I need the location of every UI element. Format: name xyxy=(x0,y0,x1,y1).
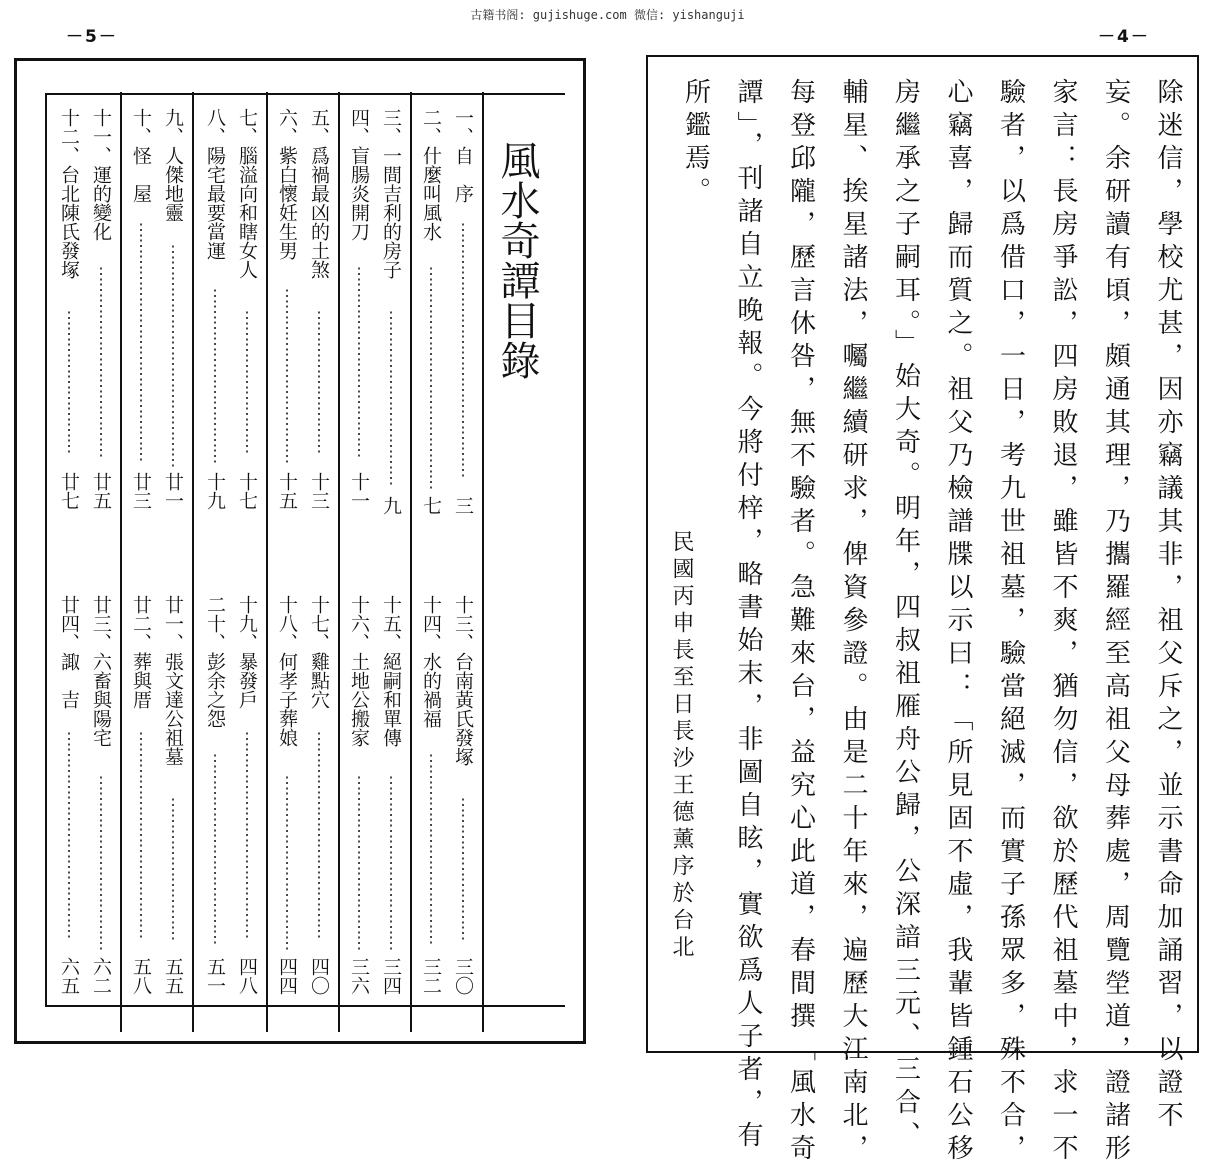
toc-leader-dots: ⋮ ⋮ ⋮ ⋮ ⋮ ⋮ ⋮ ⋮ ⋮ ⋮ ⋮ ⋮ ⋮ ⋮ xyxy=(423,266,439,491)
toc-entry-page: 廿七 xyxy=(58,472,80,510)
toc-entry-page: 十一 xyxy=(348,472,370,510)
toc-entry-label: 八、陽宅最要當運 xyxy=(204,108,226,260)
toc-entry xyxy=(346,108,372,520)
toc-entry-page: 十三 xyxy=(308,472,330,510)
toc-entry xyxy=(128,595,154,1005)
toc-entry-label: 廿二、葬與厝 xyxy=(130,595,152,709)
toc-leader-dots: ⋮ ⋮ ⋮ ⋮ ⋮ ⋮ ⋮ ⋮ ⋮ ⋮ ⋮ xyxy=(279,288,295,465)
toc-entry-label: 十七、雞點穴 xyxy=(308,595,330,709)
toc-leader-dots: ⋮ ⋮ ⋮ ⋮ ⋮ ⋮ ⋮ ⋮ ⋮ xyxy=(239,310,255,455)
toc-entry xyxy=(274,108,300,520)
toc-entry xyxy=(56,595,82,1005)
toc-entry-label: 二十、彭余之怨 xyxy=(204,595,226,728)
toc-entry-page: 九 xyxy=(380,496,402,515)
toc-entry-label: 七、腦溢向和瞎女人 xyxy=(236,108,258,279)
toc-entry-page: 三二 xyxy=(420,957,442,995)
preface-line: 輔星、挨星諸法，囑繼續研求，俾資參證。由是二十年來，遍歷大江南北， xyxy=(838,78,868,1167)
watermark: 古籍书阁: gujishuge.com 微信: yishanguji xyxy=(470,8,745,22)
toc-entry-label: 十三、台南黃氏發塚 xyxy=(452,595,474,766)
toc-leader-dots: ⋮ ⋮ ⋮ ⋮ ⋮ ⋮ ⋮ ⋮ ⋮ xyxy=(61,310,77,455)
toc-entry xyxy=(418,595,444,1005)
toc-entry-page: 四四 xyxy=(276,957,298,995)
toc-entry-label: 十、怪 屋 xyxy=(130,108,152,203)
toc-leader-dots: ⋮ ⋮ ⋮ ⋮ ⋮ ⋮ ⋮ ⋮ ⋮ ⋮ ⋮ xyxy=(383,775,399,952)
toc-entry-page: 六五 xyxy=(58,957,80,995)
toc-entry xyxy=(160,595,186,1005)
toc-entry-page: 四八 xyxy=(236,957,258,995)
toc-leader-dots: ⋮ ⋮ ⋮ ⋮ ⋮ ⋮ ⋮ ⋮ ⋮ ⋮ ⋮ ⋮ ⋮ xyxy=(239,731,255,940)
toc-leader-dots: ⋮ ⋮ ⋮ ⋮ ⋮ ⋮ ⋮ ⋮ ⋮ ⋮ ⋮ ⋮ ⋮ ⋮ ⋮ ⋮ xyxy=(455,222,471,479)
preface-line: 心竊喜，歸而質之。祖父乃檢譜牒以示曰：「所見固不虛，我輩皆鍾石公移 xyxy=(943,78,973,1167)
toc-entry-page: 十九 xyxy=(204,472,226,510)
preface-line: 房繼承之子嗣耳。」始大奇。明年，四叔祖雁舟公歸，公深諳三元、三合、 xyxy=(890,78,921,1154)
preface-signature: 民國丙申長至日長沙王德薰序於台北 xyxy=(669,530,694,962)
toc-entry-page: 十七 xyxy=(236,472,258,510)
toc-entry-label: 五、爲禍最凶的土煞 xyxy=(308,108,330,279)
preface-line: 驗者，以爲借口，一日，考九世祖墓，驗當絕滅，而實子孫眾多，殊不合， xyxy=(995,78,1026,1167)
right-page-number: －4－ xyxy=(1098,27,1150,47)
toc-entry xyxy=(418,108,444,520)
toc-entry-page: 四〇 xyxy=(308,957,330,995)
toc-leader-dots: ⋮ ⋮ ⋮ ⋮ ⋮ ⋮ ⋮ ⋮ ⋮ ⋮ ⋮ xyxy=(279,775,295,952)
toc-leader-dots: ⋮ ⋮ ⋮ ⋮ ⋮ ⋮ ⋮ ⋮ ⋮ ⋮ ⋮ ⋮ ⋮ xyxy=(61,731,77,940)
toc-entry-page: 三 xyxy=(452,496,474,515)
toc-entry-label: 三、一間吉利的房子 xyxy=(380,108,402,279)
preface-line: 所鑑焉。 xyxy=(680,78,711,210)
toc-leader-dots: ⋮ ⋮ ⋮ ⋮ ⋮ ⋮ ⋮ ⋮ ⋮ ⋮ ⋮ ⋮ xyxy=(207,753,223,946)
toc-leader-dots: ⋮ ⋮ ⋮ ⋮ ⋮ ⋮ ⋮ ⋮ ⋮ ⋮ ⋮ xyxy=(207,288,223,465)
toc-leader-dots: ⋮ ⋮ ⋮ ⋮ ⋮ ⋮ ⋮ ⋮ ⋮ ⋮ ⋮ ⋮ xyxy=(423,753,439,946)
preface-line: 每登邱隴，歷言休咎，無不驗者。急難來台，益究心此道，春間撰「風水奇 xyxy=(785,78,816,1167)
preface-line: 家言：長房爭訟，四房敗退，雖皆不爽，猶勿信，欲於歷代祖墓中，求一不 xyxy=(1048,78,1078,1167)
toc-entry-page: 五八 xyxy=(130,957,152,995)
toc-entry-page: 廿五 xyxy=(90,472,112,510)
toc-leader-dots: ⋮ ⋮ ⋮ ⋮ ⋮ ⋮ ⋮ ⋮ ⋮ ⋮ ⋮ ⋮ ⋮ xyxy=(133,731,149,940)
toc-entry-label: 廿三、六畜與陽宅 xyxy=(90,595,112,747)
toc-entry-page: 廿三 xyxy=(130,472,152,510)
toc-leader-dots: ⋮ ⋮ ⋮ ⋮ ⋮ ⋮ ⋮ ⋮ ⋮ xyxy=(165,797,181,942)
toc-entry-page: 七 xyxy=(420,496,442,515)
toc-entry-label: 六、紫白懷妊生男 xyxy=(276,108,298,260)
toc-entry-label: 四、盲腸炎開刀 xyxy=(348,108,370,241)
toc-entry xyxy=(88,108,114,520)
toc-leader-dots: ⋮ ⋮ ⋮ ⋮ ⋮ ⋮ ⋮ ⋮ ⋮ xyxy=(311,310,327,455)
toc-entry-label: 廿四、諏 吉 xyxy=(58,595,80,709)
toc-entry xyxy=(234,108,260,520)
toc-entry-page: 六二 xyxy=(90,957,112,995)
toc-leader-dots: ⋮ ⋮ ⋮ ⋮ ⋮ ⋮ ⋮ ⋮ ⋮ ⋮ ⋮ ⋮ xyxy=(93,266,109,459)
toc-entry-label: 廿一、張文達公祖墓 xyxy=(162,595,184,766)
toc-entry xyxy=(202,108,228,520)
toc-leader-dots: ⋮ ⋮ ⋮ ⋮ ⋮ ⋮ ⋮ ⋮ ⋮ ⋮ ⋮ ⋮ ⋮ xyxy=(311,731,327,940)
toc-entry xyxy=(378,108,404,520)
toc-entry-page: 十五 xyxy=(276,472,298,510)
toc-entry-page: 廿一 xyxy=(162,472,184,510)
preface-line: 譚」，刊諸自立晚報。今將付梓，略書始末，非圖自眩，實欲爲人子者，有 xyxy=(733,78,763,1154)
toc-title: 風水奇譚目錄 xyxy=(494,140,540,380)
toc-entry-label: 十四、水的禍福 xyxy=(420,595,442,728)
toc-entry xyxy=(202,595,228,1005)
toc-entry-label: 十一、運的變化 xyxy=(90,108,112,241)
toc-leader-dots: ⋮ ⋮ ⋮ ⋮ ⋮ ⋮ ⋮ ⋮ ⋮ xyxy=(455,797,471,942)
toc-entry xyxy=(128,108,154,520)
preface-line: 除迷信，學校尤甚，因亦竊議其非，祖父斥之，並示書命加誦習，以證不 xyxy=(1153,78,1183,1134)
toc-entry xyxy=(56,108,82,520)
toc-entry xyxy=(378,595,404,1005)
toc-leader-dots: ⋮ ⋮ ⋮ ⋮ ⋮ ⋮ ⋮ ⋮ ⋮ ⋮ ⋮ xyxy=(351,775,367,952)
toc-entry xyxy=(160,108,186,520)
toc-entry-page: 三〇 xyxy=(452,957,474,995)
toc-entry-label: 十八、何孝子葬娘 xyxy=(276,595,298,747)
toc-entry xyxy=(306,595,332,1005)
toc-leader-dots: ⋮ ⋮ ⋮ ⋮ ⋮ ⋮ ⋮ ⋮ ⋮ ⋮ ⋮ ⋮ ⋮ ⋮ xyxy=(165,244,181,468)
toc-leader-dots: ⋮ ⋮ ⋮ ⋮ ⋮ ⋮ ⋮ ⋮ ⋮ ⋮ ⋮ xyxy=(383,310,399,487)
toc-entry xyxy=(274,595,300,1005)
toc-entry-label: 十二、台北陳氏發塚 xyxy=(58,108,80,279)
toc-entry-label: 十六、土地公搬家 xyxy=(348,595,370,747)
toc-leader-dots: ⋮ ⋮ ⋮ ⋮ ⋮ ⋮ ⋮ ⋮ ⋮ ⋮ ⋮ xyxy=(93,775,109,952)
toc-entry xyxy=(450,108,476,520)
toc-entry-page: 三四 xyxy=(380,957,402,995)
toc-entry xyxy=(346,595,372,1005)
toc-entry xyxy=(88,595,114,1005)
toc-entry-label: 十五、絕嗣和單傳 xyxy=(380,595,402,747)
toc-entry-label: 十九、暴發戶 xyxy=(236,595,258,709)
toc-entry xyxy=(450,595,476,1005)
left-page-number: －5－ xyxy=(66,27,118,47)
toc-entry-page: 三六 xyxy=(348,957,370,995)
toc-entry-label: 一、自 序 xyxy=(452,108,474,203)
toc-entry-page: 五一 xyxy=(204,957,226,995)
toc-entry-label: 九、人傑地靈 xyxy=(162,108,184,222)
toc-entry-page: 五五 xyxy=(162,957,184,995)
toc-leader-dots: ⋮ ⋮ ⋮ ⋮ ⋮ ⋮ ⋮ ⋮ ⋮ ⋮ ⋮ ⋮ xyxy=(351,266,367,459)
toc-leader-dots: ⋮ ⋮ ⋮ ⋮ ⋮ ⋮ ⋮ ⋮ ⋮ ⋮ ⋮ ⋮ ⋮ ⋮ ⋮ xyxy=(133,222,149,463)
toc-entry-label: 二、什麼叫風水 xyxy=(420,108,442,241)
toc-entry xyxy=(306,108,332,520)
preface-line: 妄。余研讀有頃，頗通其理，乃攜羅經至高祖父母葬處，周覽塋道，證諸形 xyxy=(1100,78,1131,1167)
toc-entry xyxy=(234,595,260,1005)
